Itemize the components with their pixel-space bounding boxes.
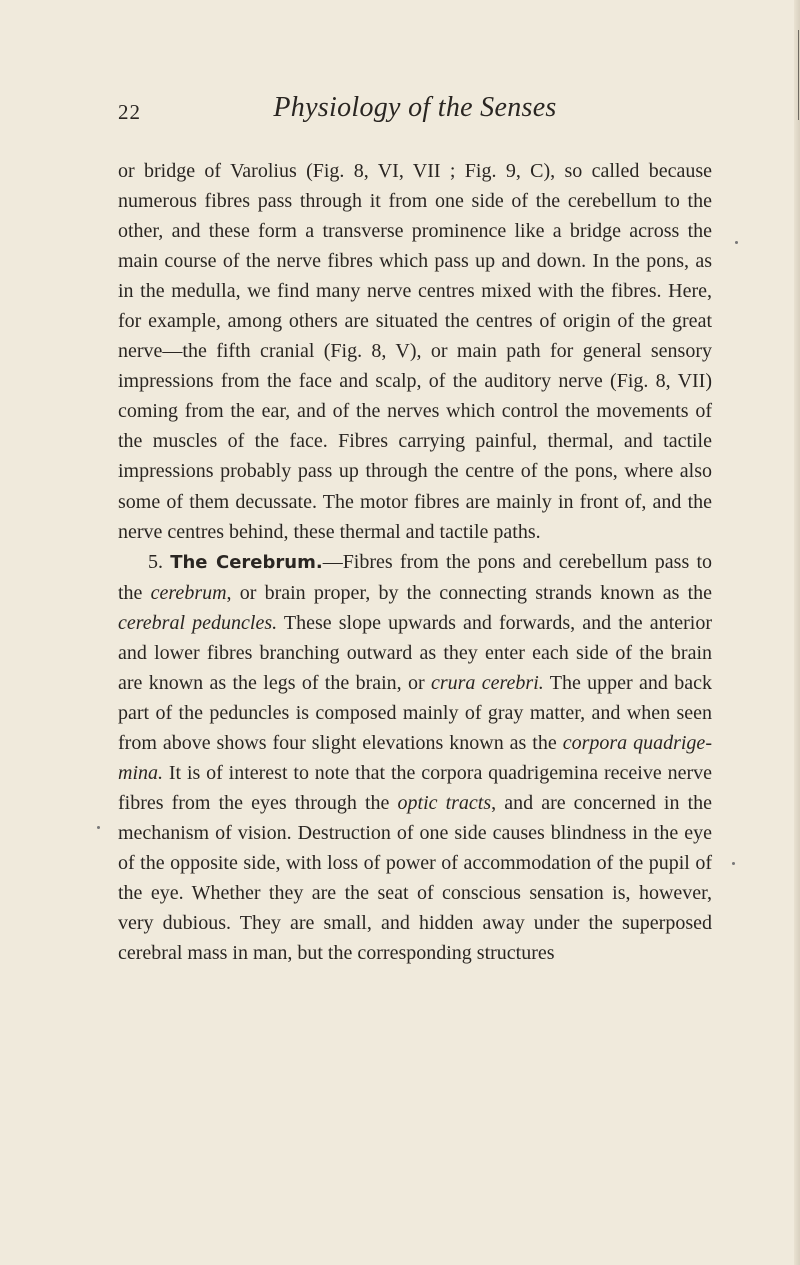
paragraph-cerebrum: [118, 547, 712, 969]
term-corpora-quadrigemina: corpora quadrigemina.: [118, 731, 712, 784]
section-heading: The Cerebrum.: [170, 551, 323, 573]
text-run: , and are concerned in the mechanism of vision. Destruction of one side causes blindness in the eye of the opposite side, with loss of power of accommodation of the pupil of the eye. Whether they are the seat of conscious sensation is, however, very dubious. They are small, and hidden away under the superposed cerebral mass in man, but the corresponding structures: [118, 791, 713, 965]
term-cerebrum: cerebrum: [150, 581, 227, 604]
text-run: It is of interest to note that the corpora quadrigemina receive nerve fibres from the eyes through the: [118, 761, 712, 814]
margin-speck: [732, 862, 735, 865]
body-text: [118, 156, 712, 968]
text-run: The upper and back part of the peduncles is composed mainly of gray matter, and when seen from above shows four slight elevations known as the: [118, 671, 712, 754]
page-edge: [794, 0, 800, 1265]
term-optic-tracts: optic tracts: [397, 791, 492, 814]
section-number: 5.: [148, 550, 163, 573]
text-run: Fibres from the pons and cerebellum pass to the: [118, 550, 713, 604]
term-crura-cerebri: crura cerebri.: [430, 671, 544, 694]
margin-speck: [97, 826, 100, 829]
paragraph-continuation: or bridge of Varolius (Fig. 8, VI, VII ; Fig. 9, C), so called because numerous fibres pass through it from one side of the cerebellum to the other, and these form a transverse prominence like a bridge across the main course of the nerve fibres which pass up and down. In the pons, as in the medulla, we find many nerve centres mixed with the fibres. Here, for example, among others are situated the centres of origin of the great nerve—the fifth cranial (Fig. 8, V), or main path for general sensory impressions from the face and scalp, of the auditory nerve (Fig. 8, VII) coming from the ear, and of the nerves which control the movements of the muscles of the face. Fibres carrying painful, thermal, and tactile impressions probably pass up through the centre of the pons, where also some of them decussate. The motor fibres are mainly in front of, and the nerve centres behind, these thermal and tactile paths.: [118, 160, 712, 543]
text-run: , or brain proper, by the connecting strands known as the: [226, 581, 713, 604]
page-header: [118, 92, 712, 132]
page-number: 22: [118, 100, 141, 124]
heading-dash: —: [322, 550, 343, 573]
term-cerebral-peduncles: cerebral peduncles.: [118, 611, 278, 634]
text-run: These slope upwards and forwards, and the anterior and lower fibres branching outward as they enter each side of the brain are known as the legs of the brain, or: [118, 611, 712, 694]
margin-speck: [735, 241, 738, 244]
page-edge-shadow: [798, 30, 799, 120]
running-title: Physiology of the Senses: [273, 92, 557, 123]
